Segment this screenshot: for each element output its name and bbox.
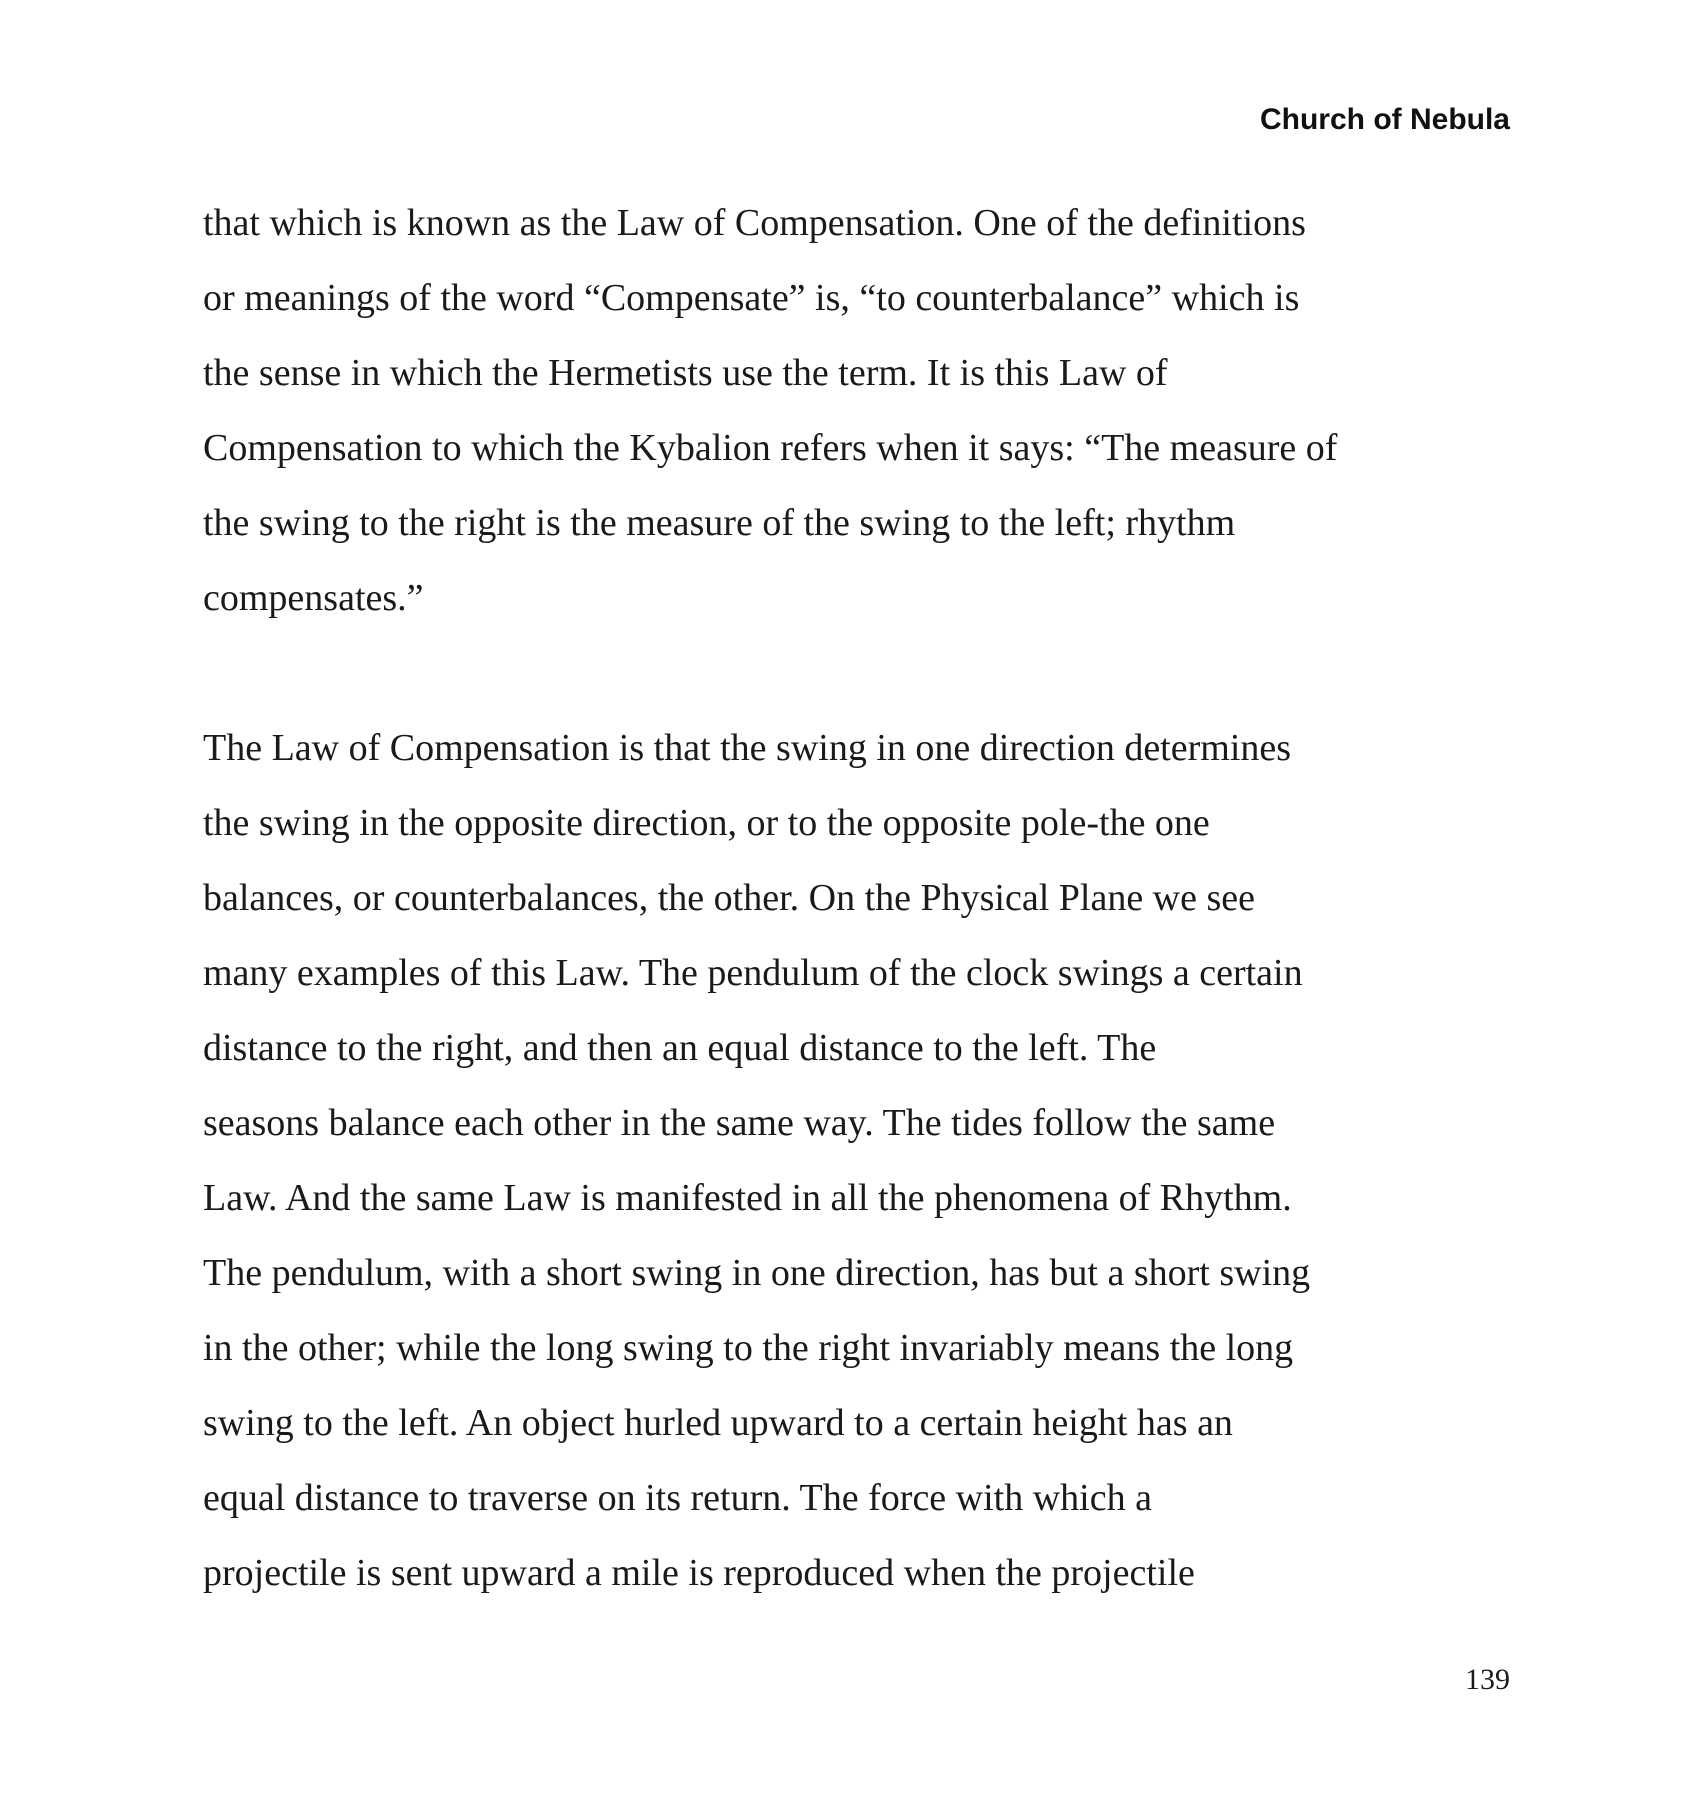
text-line: The pendulum, with a short swing in one direction, has but a short swing — [203, 1252, 1311, 1294]
text-line: equal distance to traverse on its return. The force with which a — [203, 1477, 1152, 1519]
text-line: many examples of this Law. The pendulum of the clock swings a certain — [203, 952, 1303, 994]
running-header-title: Church of Nebula — [1259, 103, 1510, 136]
paragraph-2 — [203, 711, 1523, 1611]
text-line: the swing to the right is the measure of the swing to the left; rhythm — [203, 502, 1236, 544]
text-line: seasons balance each other in the same way. The tides follow the same — [203, 1102, 1276, 1144]
text-line: distance to the right, and then an equal distance to the left. The — [203, 1027, 1157, 1069]
page-number: 139 — [1465, 1663, 1510, 1696]
text-line: Law. And the same Law is manifested in all the phenomena of Rhythm. — [203, 1177, 1292, 1219]
text-line: projectile is sent upward a mile is reproduced when the projectile — [203, 1552, 1195, 1594]
body-text — [203, 186, 1523, 1611]
text-line: The Law of Compensation is that the swing in one direction determines — [203, 727, 1292, 769]
text-line: the swing in the opposite direction, or to the opposite pole-the one — [203, 802, 1210, 844]
text-line: Compensation to which the Kybalion refers when it says: “The measure of — [203, 427, 1338, 469]
text-line: balances, or counterbalances, the other. On the Physical Plane we see — [203, 877, 1256, 919]
text-line: swing to the left. An object hurled upward to a certain height has an — [203, 1402, 1233, 1444]
text-line: compensates.” — [203, 577, 424, 619]
text-line: in the other; while the long swing to the right invariably means the long — [203, 1327, 1294, 1369]
text-line: that which is known as the Law of Compensation. One of the definitions — [203, 202, 1306, 244]
text-line: the sense in which the Hermetists use the term. It is this Law of — [203, 352, 1168, 394]
text-line: or meanings of the word “Compensate” is, “to counterbalance” which is — [203, 277, 1300, 319]
paragraph-1 — [203, 186, 1523, 636]
